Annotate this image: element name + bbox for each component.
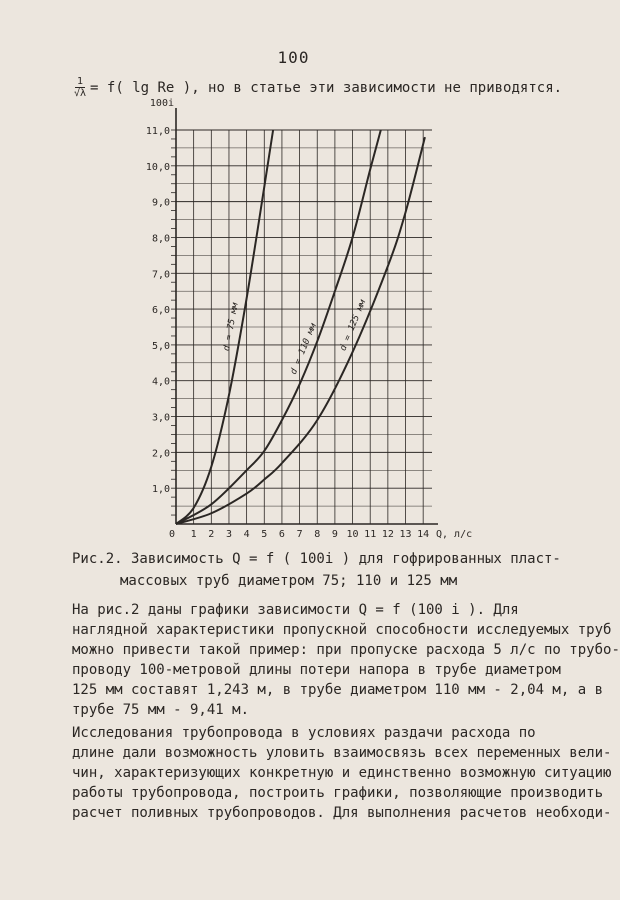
y-tick-label: 10,0 (145, 161, 170, 173)
y-tick-label: 1,0 (151, 484, 170, 496)
formula-line (74, 76, 562, 99)
fraction-denominator: √λ (74, 88, 87, 99)
text-line: трубе 75 мм - 9,41 м. (72, 702, 250, 718)
figure-caption (72, 548, 572, 592)
text-line: наглядной характеристики пропускной способности исследуемых труб (72, 622, 612, 638)
text-line: 125 мм составят 1,243 м, в трубе диаметром 110 мм - 2,04 м, а в (72, 682, 604, 698)
paragraph (72, 723, 612, 823)
x-tick-label: 1 (190, 529, 197, 540)
figure-chart (145, 98, 473, 540)
x-tick-label: 7 (296, 529, 303, 540)
x-tick-label: 12 (381, 529, 394, 540)
text-line: расчет поливных трубопроводов. Для выполнения расчетов необходи- (72, 805, 612, 821)
x-tick-label: 10 (346, 529, 359, 540)
y-axis-label: 100i (149, 98, 174, 109)
formula-text: = f( lg Re ), но в статье эти зависимости не приводятся. (90, 79, 563, 96)
text-line: Исследования трубопровода в условиях раздачи расхода по (72, 725, 536, 741)
x-tick-label: 0 (168, 529, 176, 540)
x-tick-label: 6 (278, 529, 285, 540)
y-tick-label: 8,0 (151, 233, 170, 245)
x-tick-label: 11 (364, 529, 377, 540)
series-label: d = 125 мм (338, 298, 369, 353)
y-tick-label: 2,0 (151, 448, 170, 460)
x-tick-label: 5 (261, 529, 268, 540)
x-tick-label: 9 (331, 529, 338, 540)
x-tick-label: 2 (208, 529, 215, 540)
y-tick-label: 11,0 (145, 126, 170, 137)
x-tick-label: 4 (243, 529, 250, 540)
y-tick-label: 5,0 (151, 340, 170, 352)
x-tick-label: 3 (225, 529, 232, 540)
y-tick-label: 3,0 (151, 412, 170, 424)
x-tick-label: 14 (417, 529, 430, 540)
text-line: проводу 100-метровой длины потери напора в трубе диаметром (72, 662, 561, 678)
y-tick-label: 6,0 (151, 305, 170, 317)
series-label: d = 110 мм (288, 322, 319, 377)
text-line: чин, характеризующих конкретную и единственно возможную ситуацию (72, 765, 612, 781)
y-tick-label: 7,0 (151, 269, 170, 281)
caption-line: массовых труб диаметром 75; 110 и 125 мм (120, 573, 458, 589)
fraction-numerator: 1 (77, 76, 84, 87)
text-line: можно привести такой пример: при пропуске расхода 5 л/с по трубо- (72, 642, 620, 658)
text-line: работы трубопровода, построить графики, позволяющие производить (72, 785, 604, 801)
text-line: длине дали возможность уловить взаимосвязь всех переменных вели- (72, 745, 612, 761)
caption-line: Рис.2. Зависимость Q = f ( 100i ) для гофрированных пласт- (72, 551, 561, 567)
text-line: На рис.2 даны графики зависимости Q = f (100 i ). Для (72, 602, 519, 618)
y-tick-label: 4,0 (151, 376, 170, 388)
x-tick-label: 13 (399, 529, 412, 540)
y-tick-label: 9,0 (151, 197, 170, 209)
formula-fraction (74, 76, 86, 99)
x-tick-label: 8 (314, 529, 321, 540)
x-axis-label: Q, л/с (436, 529, 473, 540)
body-text (72, 600, 620, 823)
series-label: d = 75 мм (222, 302, 241, 352)
paragraph (72, 600, 620, 720)
page-number: 100 (277, 48, 310, 67)
